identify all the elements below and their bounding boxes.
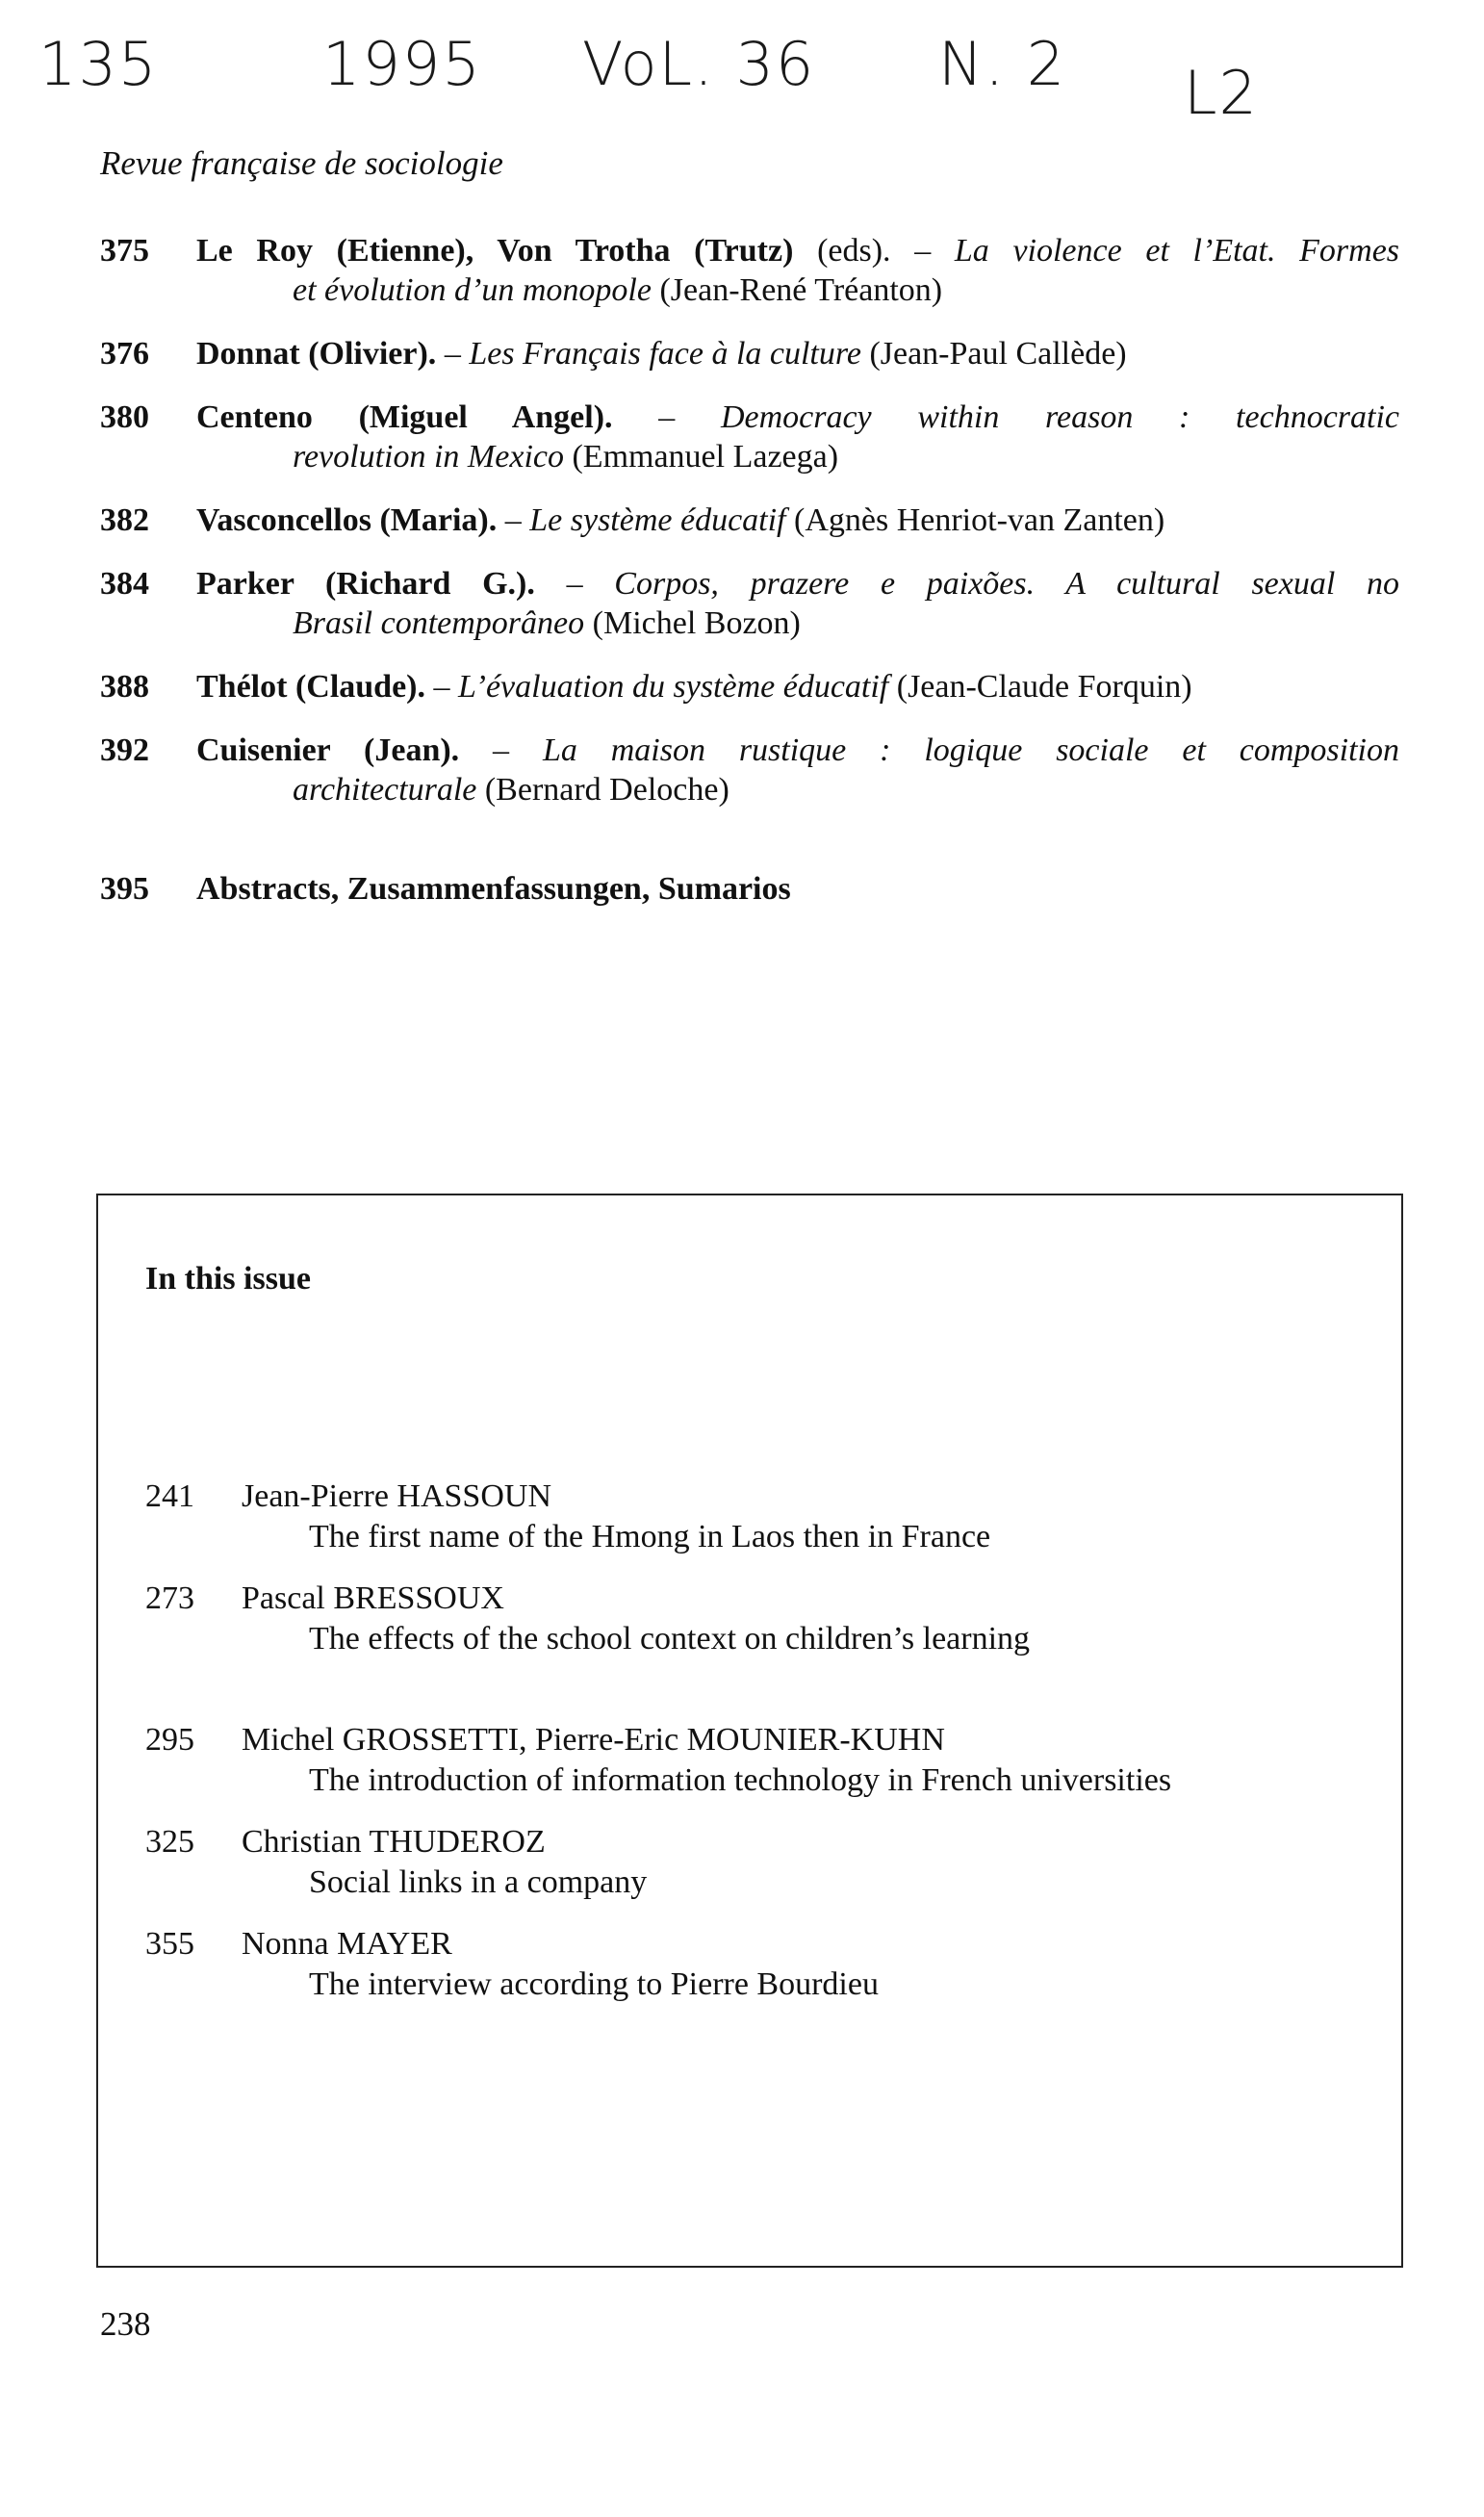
review-line-1 xyxy=(196,667,1399,706)
article-author: Michel GROSSETTI, Pierre-Eric MOUNIER-KUHN xyxy=(242,1722,945,1758)
review-line-2 xyxy=(196,770,1399,809)
handwritten-location: L2 xyxy=(1184,58,1259,128)
review-line-1 xyxy=(196,334,1399,373)
article-title: The effects of the school context on children’s learning xyxy=(309,1621,1031,1657)
review-author: Parker (Richard G.). xyxy=(196,566,535,602)
journal-title: Revue française de sociologie xyxy=(100,144,503,182)
review-title-line-1: La violence et l’Etat. Formes xyxy=(954,233,1400,269)
article-title: The introduction of information technology in French universities xyxy=(309,1762,1172,1798)
page-number: 238 xyxy=(100,2305,151,2343)
article-entry xyxy=(145,1579,1030,1659)
review-entry xyxy=(100,334,1399,373)
reviewer: (Jean-Paul Callède) xyxy=(860,336,1127,372)
review-page: 380 xyxy=(100,399,149,435)
review-entry xyxy=(100,667,1399,706)
book-reviews-list xyxy=(100,231,1399,834)
review-author: Vasconcellos (Maria). xyxy=(196,502,498,538)
article-page: 355 xyxy=(145,1926,194,1962)
reviewer: (Bernard Deloche) xyxy=(476,772,729,808)
review-separator: – xyxy=(425,669,458,705)
review-title-line-2: Brasil contemporâneo xyxy=(293,605,585,641)
review-line-1 xyxy=(196,501,1399,540)
article-title: The first name of the Hmong in Laos then in France xyxy=(309,1519,991,1554)
review-separator: – xyxy=(497,502,530,538)
article-author: Pascal BRESSOUX xyxy=(242,1580,504,1616)
review-separator: – xyxy=(612,399,721,435)
article-page: 241 xyxy=(145,1478,194,1514)
abstracts-page: 395 xyxy=(100,871,149,907)
review-author: Centeno (Miguel Angel). xyxy=(196,399,613,435)
review-author: Donnat (Olivier). xyxy=(196,336,437,372)
review-title-line-1: Democracy within reason : technocratic xyxy=(720,399,1399,435)
review-title-line-2: revolution in Mexico xyxy=(293,439,564,475)
review-entry xyxy=(100,731,1399,809)
review-entry xyxy=(100,501,1399,540)
review-author: Cuisenier (Jean). xyxy=(196,732,460,768)
box-title: In this issue xyxy=(145,1261,311,1297)
article-author: Christian THUDEROZ xyxy=(242,1824,546,1860)
review-title: L’évaluation du système éducatif xyxy=(458,669,889,705)
in-this-issue-box xyxy=(96,1194,1403,2268)
review-line-1 xyxy=(196,398,1399,437)
reviewer: (Jean-René Tréanton) xyxy=(651,272,943,308)
reviewer: (Agnès Henriot-van Zanten) xyxy=(785,502,1165,538)
review-author: Thélot (Claude). xyxy=(196,669,425,705)
review-page: 376 xyxy=(100,336,149,372)
review-entry xyxy=(100,231,1399,310)
review-extra: (eds). xyxy=(793,233,891,269)
review-line-2 xyxy=(196,437,1399,476)
article-entry xyxy=(145,1477,990,1557)
review-title: Les Français face à la culture xyxy=(469,336,861,372)
review-line-1 xyxy=(196,564,1399,604)
handwritten-volume: VoL. 36 xyxy=(582,29,816,99)
review-page: 382 xyxy=(100,502,149,538)
review-line-2 xyxy=(196,604,1399,643)
review-line-1 xyxy=(196,731,1399,770)
reviewer: (Emmanuel Lazega) xyxy=(563,439,839,475)
article-author: Nonna MAYER xyxy=(242,1926,452,1962)
review-line-1 xyxy=(196,231,1399,270)
review-line-2 xyxy=(196,270,1399,310)
article-page: 325 xyxy=(145,1824,194,1860)
article-entry xyxy=(145,1924,879,2005)
review-title-line-2: et évolution d’un monopole xyxy=(293,272,652,308)
review-title-line-1: La maison rustique : logique sociale et composition xyxy=(542,732,1400,768)
review-page: 384 xyxy=(100,566,149,602)
article-title: Social links in a company xyxy=(309,1864,648,1900)
review-separator: – xyxy=(534,566,615,602)
review-separator: – xyxy=(890,233,955,269)
article-page: 273 xyxy=(145,1580,194,1616)
review-entry xyxy=(100,564,1399,643)
review-page: 375 xyxy=(100,233,149,269)
handwritten-issue: N. 2 xyxy=(938,29,1067,99)
review-separator: – xyxy=(436,336,470,372)
article-page: 295 xyxy=(145,1722,194,1758)
reviewer: (Jean-Claude Forquin) xyxy=(888,669,1192,705)
article-author: Jean-Pierre HASSOUN xyxy=(242,1478,552,1514)
review-author: Le Roy (Etienne), Von Trotha (Trutz) xyxy=(196,233,794,269)
review-page: 392 xyxy=(100,732,149,768)
article-entry xyxy=(145,1720,1171,1801)
handwritten-number: 135 xyxy=(38,29,159,99)
handwritten-year: 1995 xyxy=(322,29,482,99)
review-entry xyxy=(100,398,1399,476)
review-page: 388 xyxy=(100,669,149,705)
review-title-line-2: architecturale xyxy=(293,772,477,808)
article-entry xyxy=(145,1822,647,1903)
review-title-line-1: Corpos, prazere e paixões. A cultural sexual no xyxy=(614,566,1400,602)
review-separator: – xyxy=(459,732,543,768)
review-title: Le système éducatif xyxy=(529,502,786,538)
reviewer: (Michel Bozon) xyxy=(584,605,801,641)
abstracts-label: Abstracts, Zusammenfassungen, Sumarios xyxy=(196,871,791,907)
article-title: The interview according to Pierre Bourdieu xyxy=(309,1966,879,2002)
